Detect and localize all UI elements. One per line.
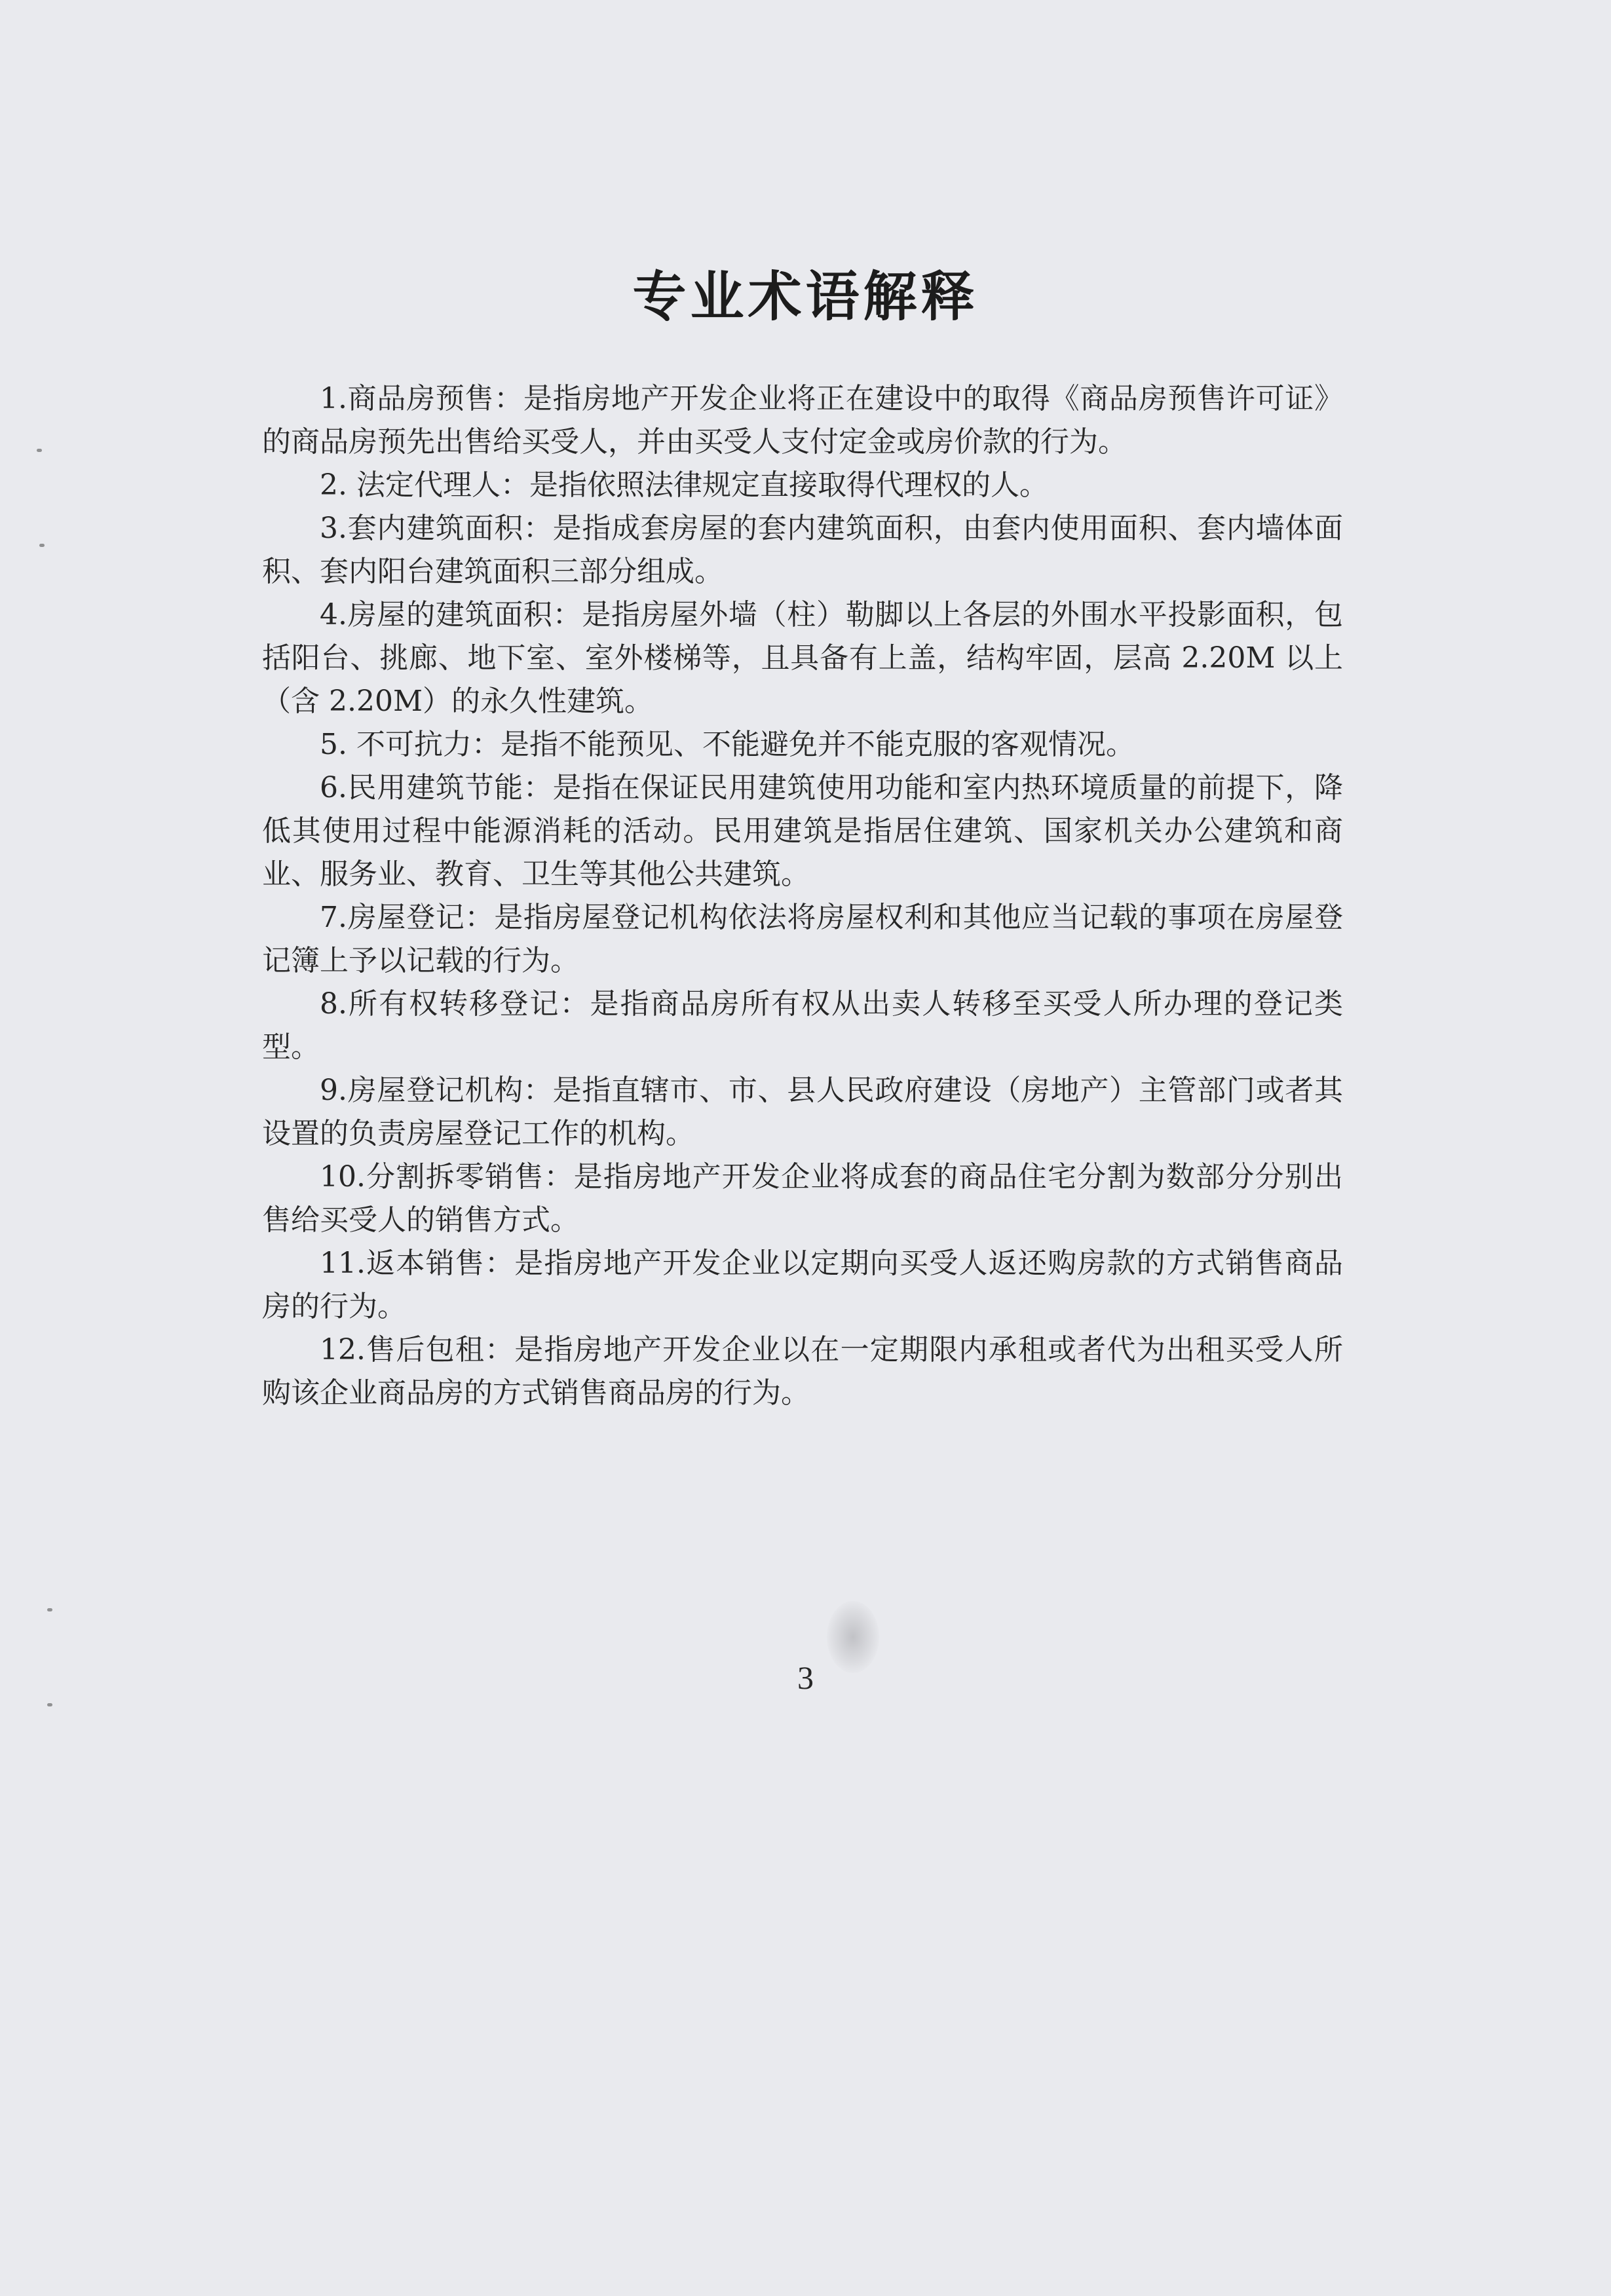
- term-6: 6.民用建筑节能：是指在保证民用建筑使用功能和室内热环境质量的前提下，降低其使用过程中能源消耗的活动。民用建筑是指居住建筑、国家机关办公建筑和商业、服务业、教育、卫生等其他公共建筑。: [262, 771, 1343, 891]
- document-title: 专业术语解释: [632, 266, 979, 328]
- scan-speck: [47, 1608, 52, 1611]
- term-5: 5. 不可抗力：是指不能预见、不能避免并不能克服的客观情况。: [320, 728, 1135, 761]
- term-11: 11.返本销售：是指房地产开发企业以定期向买受人返还购房款的方式销售商品房的行为。: [262, 1247, 1343, 1323]
- term-2: 2. 法定代理人：是指依照法律规定直接取得代理权的人。: [320, 468, 1048, 502]
- term-12: 12.售后包租：是指房地产开发企业以在一定期限内承租或者代为出租买受人所购该企业商品房的方式销售商品房的行为。: [262, 1333, 1343, 1410]
- term-10: 10.分割拆零销售：是指房地产开发企业将成套的商品住宅分割为数部分分别出售给买受人的销售方式。: [262, 1160, 1343, 1237]
- term-7: 7.房屋登记：是指房屋登记机构依法将房屋权利和其他应当记载的事项在房屋登记簿上予以记载的行为。: [262, 901, 1343, 977]
- scan-speck: [39, 544, 45, 547]
- term-1: 1.商品房预售：是指房地产开发企业将正在建设中的取得《商品房预售许可证》的商品房预先出售给买受人，并由买受人支付定金或房价款的行为。: [262, 382, 1343, 459]
- term-8: 8.所有权转移登记：是指商品房所有权从出卖人转移至买受人所办理的登记类型。: [262, 987, 1343, 1064]
- scan-speck: [37, 449, 42, 452]
- page-number: 3: [797, 1659, 814, 1696]
- terms-list: [262, 377, 1343, 1415]
- term-9: 9.房屋登记机构：是指直辖市、市、县人民政府建设（房地产）主管部门或者其设置的负责房屋登记工作的机构。: [262, 1074, 1343, 1150]
- term-3: 3.套内建筑面积：是指成套房屋的套内建筑面积，由套内使用面积、套内墙体面积、套内阳台建筑面积三部分组成。: [262, 512, 1343, 588]
- term-4: 4.房屋的建筑面积：是指房屋外墙（柱）勒脚以上各层的外围水平投影面积，包括阳台、挑廊、地下室、室外楼梯等，且具备有上盖，结构牢固，层高 2.20M 以上（含 2.20M）的永久性建筑。: [262, 598, 1343, 718]
- scan-speck: [47, 1703, 52, 1706]
